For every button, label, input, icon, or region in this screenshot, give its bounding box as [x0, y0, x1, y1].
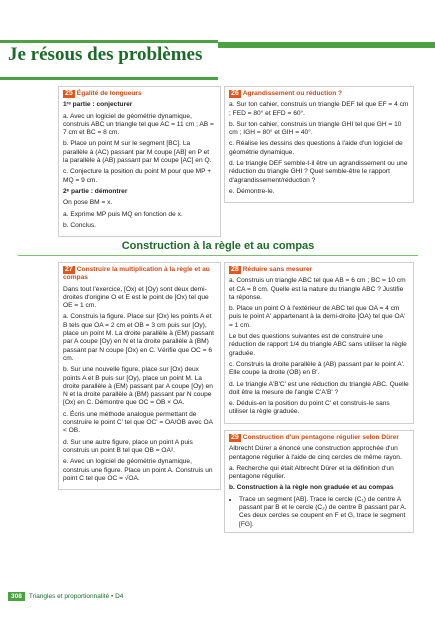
part-heading: 1ʳᵉ partie : conjecturer — [63, 101, 133, 109]
exercise-28 — [224, 262, 414, 424]
page-title: Je résous des problèmes — [8, 44, 203, 65]
question-b: b. Place un point M sur le segment [BC]. La parallèle à (AC) passant par M coupe [AB] en P et la parallèle à (AB) passant par M coupe [AC] en Q. — [63, 140, 212, 165]
part-heading: 2ᵉ partie : démontrer — [63, 187, 128, 195]
exercise-number: 29 — [231, 434, 239, 441]
question-b: b. Place un point O à l'extérieur de ABC tel que OA = 4 cm puis le point A' appartenant à la demi-droite [OA) tel que OA' = 1 cm. — [229, 305, 406, 329]
intro: Dans tout l'exercice, [Ox) et [Oy) sont deux demi-droites d'origine O et E est le point de [Ox) tel que OE = 1 cm. — [63, 285, 209, 310]
header-bar — [218, 42, 435, 48]
exercise-title: Construire la multiplication à la règle et au compas — [63, 266, 210, 282]
premise: On pose BM = x. — [63, 199, 113, 207]
question-b: b. Construction à la règle non graduée et au compas — [229, 484, 394, 492]
exercise-27 — [58, 262, 221, 490]
question-a: a. Avec un logiciel de géométrie dynamique, construis ABC un triangle tel que AC = 11 cm ; AB = 7 cm et BC = 8 cm. — [63, 112, 214, 137]
question-c: c. Conjecture la position du point M pour que MP + MQ = 9 cm. — [63, 168, 212, 184]
question-c: c. Construis la droite parallèle à (AB) passant par le point A'. Elle coupe la droite (OB) en B'. — [229, 360, 405, 377]
question-a: a. Construis la figure. Place sur [Ox) les points A et B tels que OA = 2 cm et OB = 3 cm puis sur [Oy), place un point M. La droite parallèle à (EM) passant par A coupe [Oy) en N et la droite parallèle à (BM) passant par N coupe [Ox) en C. Vérifie que OC = 6 cm. — [63, 313, 215, 362]
question-a: a. Sur ton cahier, construis un triangle DEF tel que EF = 4 cm ; FED = 80° et EFD = 60°. — [229, 101, 409, 117]
exercise-number: 25 — [65, 90, 73, 97]
question-a2: a. Exprime MP puis MQ en fonction de x. — [63, 210, 183, 218]
question-a: a. Recherche qui était Albrecht Dürer et la définition d'un pentagone régulier. — [229, 464, 394, 481]
exercise-title: Égalité de longueurs — [76, 90, 142, 97]
intro: Albrecht Dürer a énoncé une construction approchée d'un pentagone régulier à l'aide de cinq cercles de même rayon. — [229, 445, 402, 461]
footer-text: Triangles et proportionnalité • D4 — [28, 593, 124, 600]
exercise-title: Agrandissement ou réduction ? — [242, 90, 343, 97]
question-e: e. Déduis-en la position du point C' et construis-le sans utiliser la règle graduée. — [229, 400, 390, 416]
exercise-title: Réduire sans mesurer — [242, 266, 313, 273]
question-d: d. Le triangle DEF semble-t-il être un agrandissement ou une réduction du triangle GHI ? Quel semble-être le rapport d'agrandissement/réduction ? — [229, 160, 408, 184]
exercise-26 — [224, 86, 414, 203]
exercise-number: 26 — [231, 90, 239, 97]
section-title: Construction à la règle et au compas — [121, 240, 315, 252]
page-footer — [8, 592, 123, 601]
section-divider — [18, 255, 418, 256]
exercise-number: 28 — [231, 266, 239, 273]
question-c: c. Réalise les dessins des questions à l'aide d'un logiciel de géométrie dynamique. — [229, 140, 403, 156]
instruction-item: • Trace un segment [AB]. Trace le cercle (C₁) de centre A passant par B et le cercle (C₂) de centre B passant par A. Ces deux cercles se coupent en F et G, trace le segment [FG]. — [239, 496, 409, 529]
question-e: e. Démontre-le. — [229, 187, 275, 195]
question-b2: b. Conclus. — [63, 221, 96, 229]
intro: Le but des questions suivantes est de construire une réduction de rapport 1/4 du triangle ABC sans utiliser la règle graduée. — [229, 333, 407, 357]
exercise-29 — [224, 430, 414, 533]
instruction-list — [229, 496, 409, 529]
question-d: d. Le triangle A'B'C' est une réduction du triangle ABC. Quelle doit être la mesure de l'angle C'A'B' ? — [229, 380, 409, 396]
question-b: b. Sur une nouvelle figure, place sur [Ox) deux points A et B puis sur [Oy), place un point M. La droite parallèle à (EM) passant par A coupe [Oy) en N et la droite parallèle à (BM) passant par N coupe [Ox) en C. Démontre que OC = OB × OA. — [63, 366, 213, 407]
exercise-number: 27 — [65, 266, 73, 273]
exercise-25 — [58, 86, 221, 237]
page-number: 308 — [8, 592, 25, 601]
exercise-title: Construction d'un pentagone régulier selon Dürer — [242, 434, 399, 441]
question-c: c. Écris une méthode analogue permettant de construire le point C' tel que OC' = OA/OB avec OA < OB. — [63, 410, 213, 435]
question-d: d. Sur une autre figure, place un point A puis construis un point B tel que OB = OA². — [63, 438, 193, 454]
question-e: e. Avec un logiciel de géométrie dynamique, construis une figure. Place un point A. Construis un point C tel que OC = √OA. — [63, 458, 213, 482]
question-a: a. Construis un triangle ABC tel que AB = 6 cm ; BC = 10 cm et CA = 8 cm. Quelle est la nature du triangle ABC ? Justifie ta réponse. — [229, 277, 406, 301]
question-b: b. Sur ton cahier, construis un triangle GHI tel que GH = 10 cm ; IGH = 80° et GIH = 40°. — [229, 120, 402, 137]
